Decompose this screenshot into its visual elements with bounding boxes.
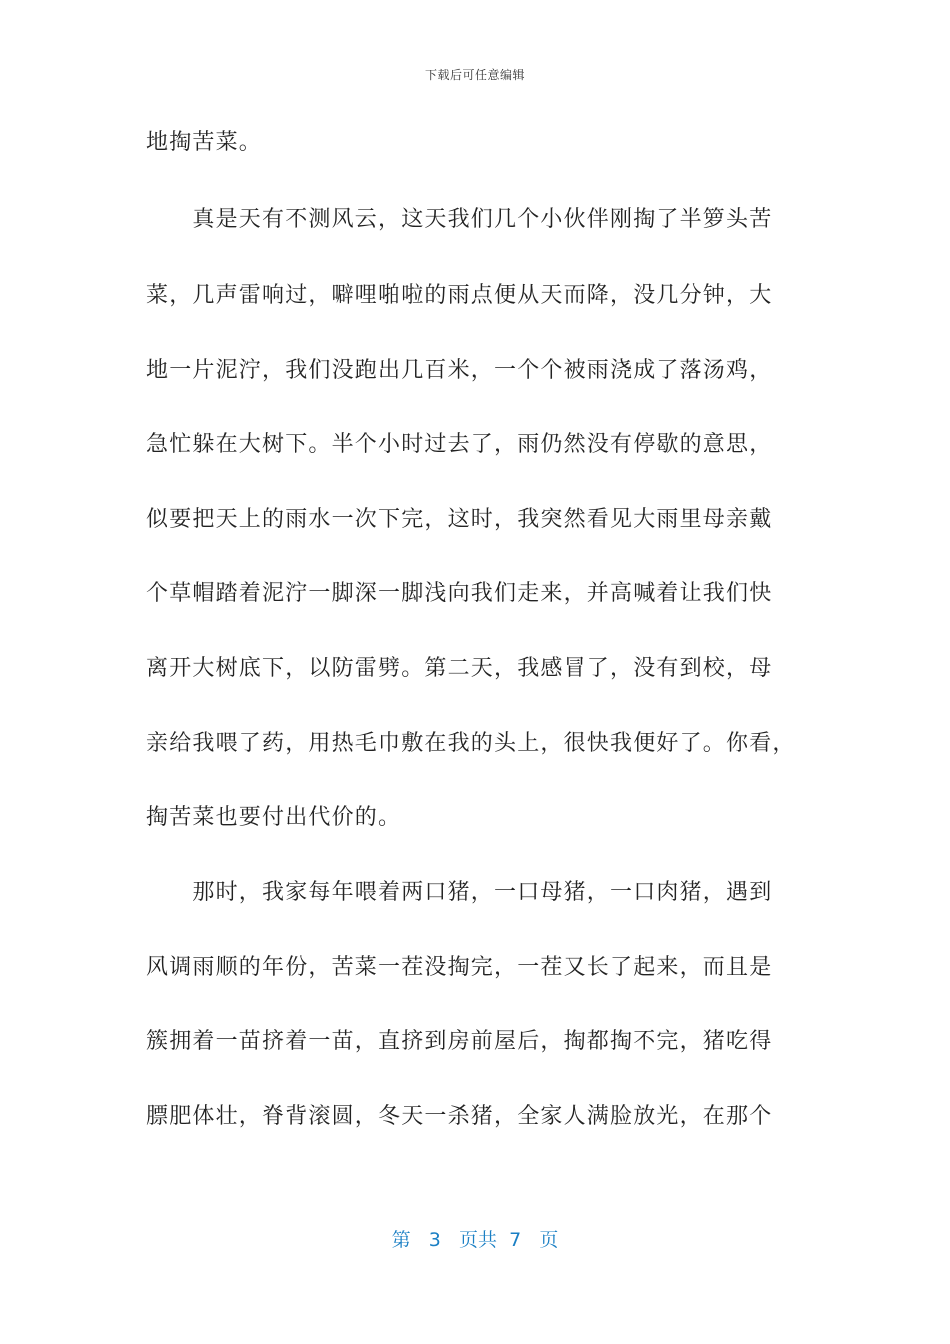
text-line: 掏苦菜也要付出代价的。 [146,805,402,830]
page-header: 下载后可任意编辑 [424,68,525,82]
text-line: 亲给我喂了药，用热毛巾敷在我的头上，很快我便好了。你看， [146,731,796,756]
text-line: 真是天有不测风云，这天我们几个小伙伴刚掏了半箩头苦 [146,207,773,232]
text-line: 地掏苦菜。 [146,130,263,155]
page-number-middle: 页共 [459,1229,498,1251]
text-line: 膘肥体壮，脊背滚圆，冬天一杀猪，全家人满脸放光，在那个 [146,1104,773,1129]
text-line: 地一片泥泞，我们没跑出几百米，一个个被雨浇成了落汤鸡， [146,358,773,383]
page-number-suffix: 页 [539,1229,559,1251]
total-pages-number: 7 [509,1229,522,1251]
current-page-number: 3 [428,1229,441,1251]
page-footer [0,1225,950,1252]
text-line: 风调雨顺的年份，苦菜一茬没掏完，一茬又长了起来，而且是 [146,955,773,980]
text-line: 菜，几声雷响过，噼哩啪啦的雨点便从天而降，没几分钟，大 [146,283,773,308]
text-line: 那时，我家每年喂着两口猪，一口母猪，一口肉猪，遇到 [146,880,773,905]
text-line: 似要把天上的雨水一次下完，这时，我突然看见大雨里母亲戴 [146,507,773,532]
page-number-prefix: 第 [391,1229,411,1251]
text-line: 簇拥着一苗挤着一苗，直挤到房前屋后，掏都掏不完，猪吃得 [146,1029,773,1054]
text-line: 个草帽踏着泥泞一脚深一脚浅向我们走来，并高喊着让我们快 [146,581,773,606]
text-line: 离开大树底下，以防雷劈。第二天，我感冒了，没有到校，母 [146,656,773,681]
text-line: 急忙躲在大树下。半个小时过去了，雨仍然没有停歇的意思， [146,432,773,457]
